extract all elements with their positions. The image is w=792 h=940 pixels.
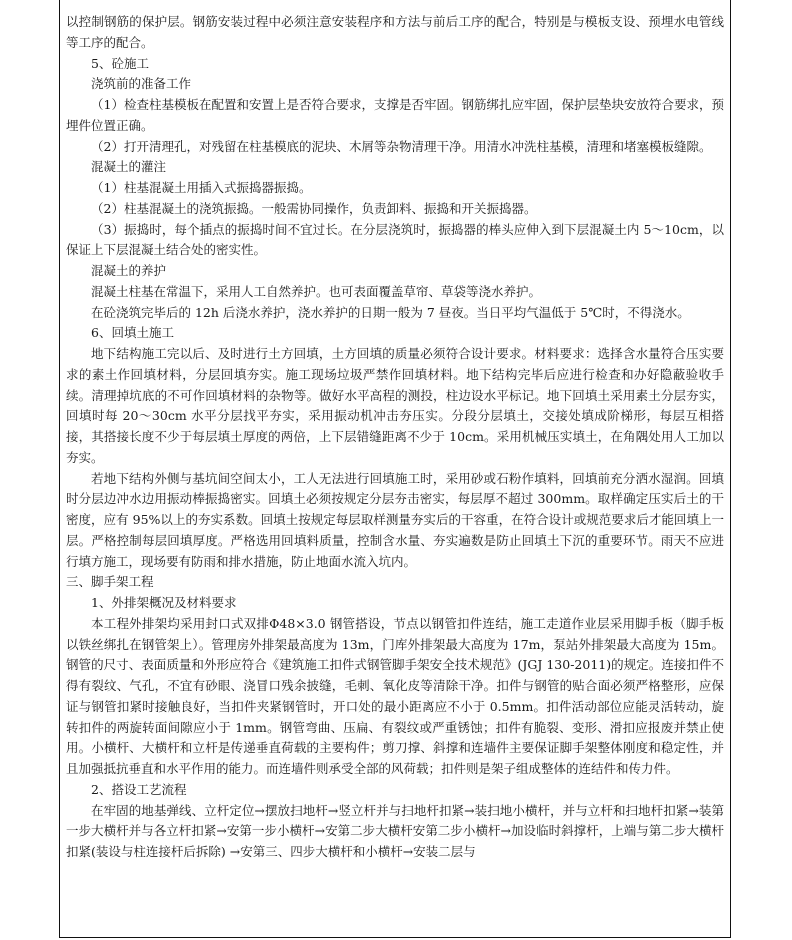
- paragraph-scaffold-materials: 本工程外排架均采用封口式双排Φ48×3.0 钢管搭设，节点以钢管扣件连结，施工走道作业层采用脚手板（脚手板以铁丝绑扎在钢管架上）。管理房外排架最高度为 13m，门库外排架最大高度为 17m，泵站外排架最大高度为 15m。 钢管的尺寸、表面质量和外形应符合《建筑施工扣件式钢管脚手架安全技术规范》(JGJ 130-2011)的规定。连接扣件不得有裂纹、气孔，不宜有砂眼、浇冒口残余披缝，毛刺、氧化皮等清除干净。扣件与钢管的贴合面必须严格整形，应保证与钢管扣紧时接触良好，当扣件夹紧钢管时，开口处的最小距离应不小于 0.5mm。扣件活动部位应能灵活转动，旋转扣件的两旋转面间隙应小于 1mm。钢管弯曲、压扁、有裂纹或严重锈蚀；扣件有脆裂、变形、滑扣应报废并禁止使用。小横杆、大横杆和立杆是传递垂直荷载的主要构件；剪刀撑、斜撑和连墙件主要保证脚手架整体刚度和稳定性，并且加强抵抗垂直和水平作用的能力。而连墙件则承受全部的风荷载；扣件则是架子组成整体的连结件和传力件。: [66, 615, 724, 776]
- subheading-scaffold-overview: 1、外排架概况及材料要求: [91, 595, 237, 610]
- heading-backfill: 6、回填土施工: [91, 325, 174, 341]
- paragraph-natural-curing: 混凝土柱基在常温下，采用人工自然养护。也可表面覆盖草帘、草袋等浇水养护。: [91, 283, 542, 299]
- paragraph-erection-steps: 在牢固的地基弹线、立杆定位→摆放扫地杆→竖立杆并与扫地杆扣紧→装扫地小横杆，并与立杆和扫地杆扣紧→装第一步大横杆并与各立杆扣紧→安第一步小横杆→安第二步大横杆安第二步小横杆→加设临时斜撑杆，上端与第二步大横杆扣紧(装设与柱连接杆后拆除) →安第三、四步大横杆和小横杆→安装二层与: [66, 802, 724, 859]
- paragraph-cleanout: （2）打开清理孔，对残留在柱基模底的泥块、木屑等杂物清理干净。用清水冲洗柱基模，清理和堵塞模板缝隙。: [91, 138, 712, 154]
- subheading-concrete-pouring: 混凝土的灌注: [91, 159, 167, 175]
- paragraph-pour-vibrate: （2）柱基混凝土的浇筑振捣。一般需协同操作，负责卸料、振捣和开关振捣器。: [91, 200, 537, 216]
- paragraph-backfill-narrow-space: 若地下结构外侧与基坑间空间太小，工人无法进行回填施工时，采用砂或石粉作填料，回填前充分洒水湿润。回填时分层边冲水边用振动棒振捣密实。回填土必须按规定分层夯击密实，每层厚不超过 300mm。取样确定压实后土的干密度，应有 95%以上的夯实系数。回填土按规定每层取样测量夯实后的干容重，在符合设计或规范要求后才能回填上一层。严格控制每层回填厚度。严格选用回填料质量，控制含水量、夯实遍数是防止回填土下沉的重要环节。雨天不应进行填方施工，现场要有防雨和排水措施，防止地面水流入坑内。: [66, 470, 724, 569]
- subheading-pre-pour-preparation: 浇筑前的准备工作: [91, 76, 192, 92]
- document-body: [66, 12, 724, 863]
- subheading-concrete-curing: 混凝土的养护: [91, 263, 167, 278]
- paragraph-rebar-cover: 以控制钢筋的保护层。钢筋安装过程中必须注意安装程序和方法与前后工序的配合，特别是与模板支设、预埋水电管线等工序的配合。: [66, 14, 724, 50]
- paragraph-backfill-requirements: 地下结构施工完以后、及时进行土方回填，土方回填的质量必须符合设计要求。材料要求：选择含水量符合压实要求的素土作回填材料，分层回填夯实。施工现场垃圾严禁作回填材料。地下结构完毕后应进行检查和办好隐蔽验收手续。清理掉坑底的不可作回填材料的杂物等。做好水平高程的测投，柱边设水平标记。地下回填土采用素土分层夯实，回填时每 20～30cm 水平分层找平夯实，采用振动机冲击夯压实。分段分层填土，交接处填成阶梯形，每层互相搭接，其搭接长度不少于每层填土厚度的两倍，上下层错缝距离不少于 10cm。采用机械压实填土，在角隅处用人工加以夯实。: [66, 346, 724, 465]
- subheading-erection-process: 2、搭设工艺流程: [91, 781, 187, 797]
- paragraph-formwork-check: （1）检查柱基模板在配置和安置上是否符合要求，支撑是否牢固。钢筋绑扎应牢固，保护层垫块安放符合要求，预埋件位置正确。: [66, 97, 724, 133]
- heading-concrete-construction: 5、砼施工: [91, 55, 149, 71]
- heading-scaffolding: 三、脚手架工程: [66, 574, 154, 590]
- paragraph-vibrator: （1）柱基混凝土用插入式振捣器振捣。: [91, 180, 312, 195]
- paragraph-vibration-time: （3）振捣时，每个插点的振捣时间不宜过长。在分层浇筑时，振捣器的棒头应伸入到下层混凝土内 5～10cm，以保证上下层混凝土结合处的密实性。: [66, 221, 724, 258]
- paragraph-watering-schedule: 在砼浇筑完毕后的 12h 后浇水养护，浇水养护的日期一般为 7 昼夜。当日平均气温低于 5℃时，不得浇水。: [91, 304, 690, 320]
